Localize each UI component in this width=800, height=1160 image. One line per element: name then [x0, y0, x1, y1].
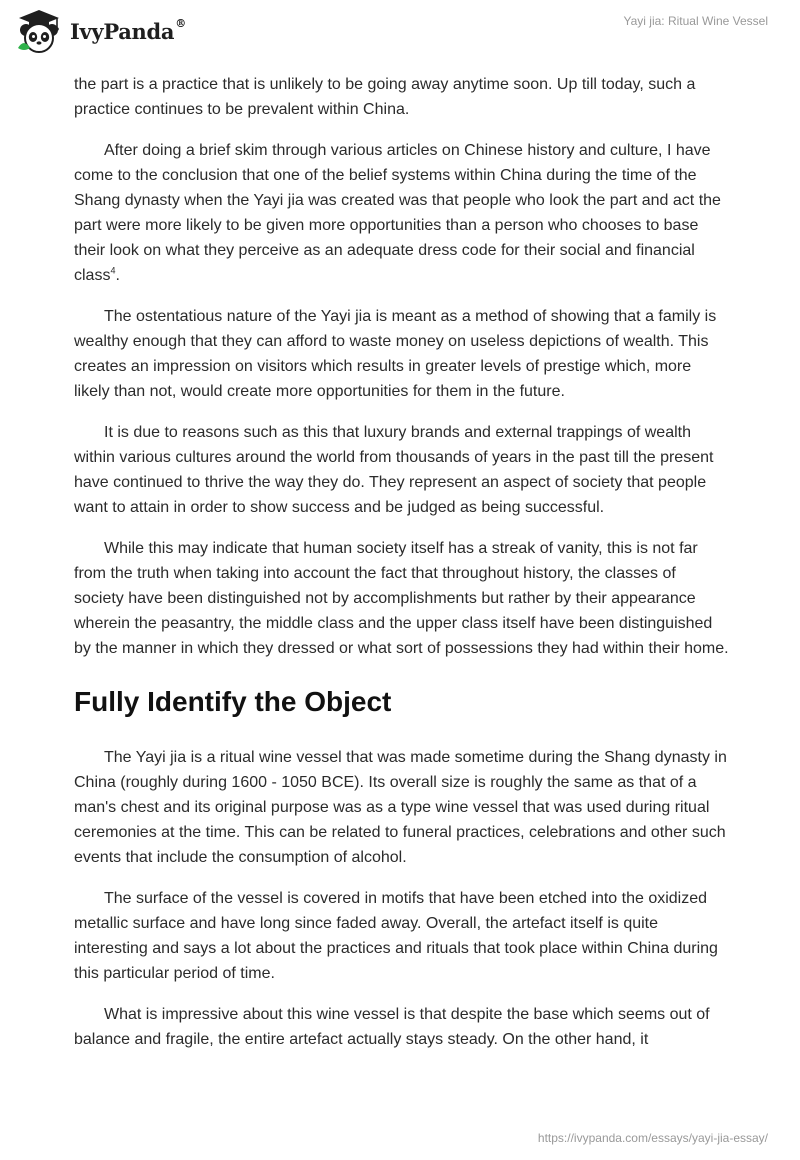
registered-mark: ® [175, 16, 186, 30]
panda-graduate-icon [14, 8, 64, 54]
brand-name: IvyPanda® [70, 16, 186, 44]
paragraph-belief-systems: After doing a brief skim through various articles on Chinese history and culture, I have come to the conclusion that one of the belief systems within China during the time of the Shang dynasty when the Yayi jia was created was that people who look the part and act the part were more likely to be given more opportunities than a person who chooses to base their look on what they perceive as an adequate dress code for their social and financial class$^4$. [74, 142, 721, 284]
footnote-marker[interactable]: 4 [110, 265, 116, 276]
paragraph-impressive-base: What is impressive about this wine vessel is that despite the base which seems out of balance and fragile, the entire artefact actually stays steady. On the other hand, it [74, 1006, 710, 1048]
paragraph-vanity: While this may indicate that human society itself has a streak of vanity, this is not far from the truth when taking into account the fact that throughout history, the classes of society have been distinguished not by accomplishments but rather by their appearance wherein the peasantry, the middle class and the upper class itself have been distinguished by the manner in which they dressed or what sort of possessions they had within their home. [74, 540, 729, 657]
page-header [0, 0, 800, 70]
paragraph-surface-motifs: The surface of the vessel is covered in motifs that have been etched into the oxidized metallic surface and have long since faded away. Overall, the artefact itself is quite interesting and says a lot about the practices and rituals that took place within China during this particular period of time. [74, 890, 718, 982]
paragraph-luxury-brands: It is due to reasons such as this that luxury brands and external trappings of wealth within various cultures around the world from thousands of years in the past till the present have continued to thrive the way they do. They represent an aspect of society that people want to attain in order to show success and be judged as being successful. [74, 424, 714, 516]
essay-content [74, 72, 730, 1068]
ivypanda-logo[interactable] [14, 8, 186, 54]
paragraph-continuation: the part is a practice that is unlikely to be going away anytime soon. Up till today, such a practice continues to be prevalent within China. [74, 76, 696, 118]
paragraph-ostentatious: The ostentatious nature of the Yayi jia is meant as a method of showing that a family is wealthy enough that they can afford to waste money on useless depictions of wealth. This creates an impression on visitors which results in greater levels of prestige which, more likely than not, would create more opportunities for them in the future. [74, 308, 717, 400]
section-heading: Fully Identify the Object [74, 686, 392, 717]
paragraph-ritual-vessel: The Yayi jia is a ritual wine vessel that was made sometime during the Shang dynasty in China (roughly during 1600 - 1050 BCE). Its overall size is roughly the same as that of a man's chest and its original purpose was as a type wine vessel that was used during ritual ceremonies at the time. This can be related to funeral practices, celebrations and other such events that include the consumption of alcohol. [74, 749, 727, 866]
document-title: Yayi jia: Ritual Wine Vessel [623, 14, 768, 28]
source-url[interactable]: https://ivypanda.com/essays/yayi-jia-essay/ [537, 1131, 768, 1145]
